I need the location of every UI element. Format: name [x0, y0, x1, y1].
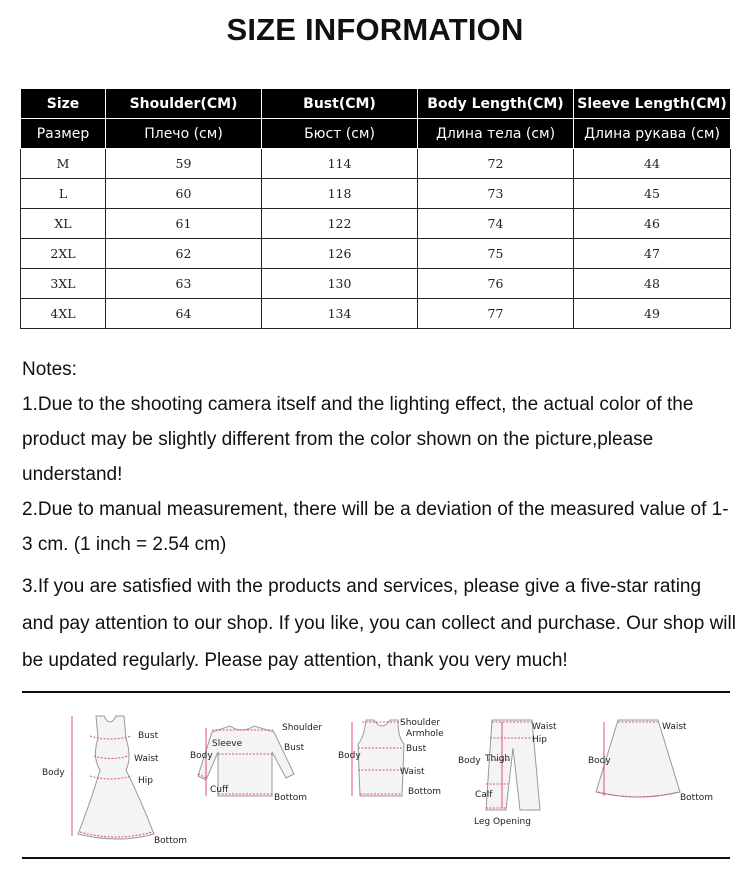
bust-cell: 130 [262, 269, 418, 299]
body-label: Body [458, 756, 481, 766]
column-header: Sleeve Length(CM) [574, 89, 731, 119]
shoulder-cell: 63 [106, 269, 262, 299]
bottom-label: Bottom [680, 793, 714, 803]
size-cell: 2XL [21, 239, 106, 269]
bottom-label: Bottom [408, 787, 442, 797]
shoulder-cell: 59 [106, 149, 262, 179]
body-length-cell: 76 [418, 269, 574, 299]
hip-label: Hip [532, 735, 547, 745]
pants-diagram [458, 708, 578, 848]
thigh-label: Thigh [485, 754, 511, 764]
body-length-cell: 73 [418, 179, 574, 209]
body-length-cell: 74 [418, 209, 574, 239]
shoulder-label: Shoulder [400, 718, 441, 728]
size-cell: M [21, 149, 106, 179]
bust-cell: 126 [262, 239, 418, 269]
shoulder-label: Shoulder [282, 723, 323, 733]
body-length-cell: 72 [418, 149, 574, 179]
page-title: SIZE INFORMATION [226, 12, 524, 47]
bottom-label: Bottom [154, 836, 188, 846]
note-1: 1.Due to the shooting camera itself and the lighting effect, the actual color of the product may be slightly different from the color shown on the picture,please understand! [22, 394, 694, 485]
size-cell: L [21, 179, 106, 209]
waist-label: Waist [400, 767, 425, 777]
shirt-diagram [190, 708, 330, 848]
shoulder-cell: 64 [106, 299, 262, 329]
sleeve-length-cell: 47 [574, 239, 731, 269]
column-header-russian: Размер [21, 119, 106, 149]
sleeve-length-cell: 45 [574, 179, 731, 209]
note-3: 3.If you are satisfied with the products and services, please give a five-star rating and pay attention to our shop. If you like, you can collect and purchase. Our shop will be updated regularly. Please pay attention, thank you very much! [22, 576, 736, 671]
table-row [21, 239, 731, 269]
bottom-label: Bottom [274, 793, 308, 803]
column-header: Bust(CM) [262, 89, 418, 119]
cuff-label: Cuff [210, 785, 229, 795]
hip-label: Hip [138, 776, 153, 786]
body-length-cell: 77 [418, 299, 574, 329]
body-label: Body [338, 751, 361, 761]
skirt-diagram [588, 708, 728, 848]
tank-top-icon [358, 720, 404, 796]
leg-opening-label: Leg Opening [474, 817, 531, 827]
waist-label: Waist [662, 722, 687, 732]
bust-cell: 114 [262, 149, 418, 179]
calf-label: Calf [475, 790, 493, 800]
table-row [21, 179, 731, 209]
size-cell: 4XL [21, 299, 106, 329]
note-2: 2.Due to manual measurement, there will be a deviation of the measured value of 1-3 cm. (1 inch = 2.54 cm) [22, 499, 729, 555]
body-label: Body [42, 768, 65, 778]
body-label: Body [190, 751, 213, 761]
column-header-russian: Длина рукава (см) [574, 119, 731, 149]
sleeve-label: Sleeve [212, 739, 243, 749]
column-header-russian: Плечо (см) [106, 119, 262, 149]
header-row-russian [21, 119, 731, 149]
top-diagram [338, 708, 458, 848]
header-row [21, 89, 731, 119]
bust-label: Bust [138, 731, 159, 741]
column-header-russian: Длина тела (см) [418, 119, 574, 149]
bust-cell: 118 [262, 179, 418, 209]
waist-label: Waist [532, 722, 557, 732]
table-row [21, 149, 731, 179]
column-header: Body Length(CM) [418, 89, 574, 119]
column-header-russian: Бюст (см) [262, 119, 418, 149]
bottom-divider [22, 857, 730, 859]
table-row [21, 209, 731, 239]
size-cell: XL [21, 209, 106, 239]
bust-cell: 122 [262, 209, 418, 239]
waist-label: Waist [134, 754, 159, 764]
table-row [21, 299, 731, 329]
column-header: Shoulder(CM) [106, 89, 262, 119]
size-table [20, 88, 731, 329]
size-cell: 3XL [21, 269, 106, 299]
sleeve-length-cell: 44 [574, 149, 731, 179]
shoulder-cell: 62 [106, 239, 262, 269]
shoulder-cell: 61 [106, 209, 262, 239]
table-row [21, 269, 731, 299]
pants-icon [486, 720, 540, 810]
bust-label: Bust [284, 743, 305, 753]
shoulder-cell: 60 [106, 179, 262, 209]
armhole-label: Armhole [406, 729, 444, 739]
body-length-cell: 75 [418, 239, 574, 269]
sleeve-length-cell: 49 [574, 299, 731, 329]
dress-diagram [42, 708, 198, 848]
bust-cell: 134 [262, 299, 418, 329]
sleeve-length-cell: 46 [574, 209, 731, 239]
column-header: Size [21, 89, 106, 119]
notes-heading: Notes: [22, 359, 77, 380]
notes-section [22, 352, 738, 679]
body-label: Body [588, 756, 611, 766]
top-divider [22, 691, 730, 693]
sleeve-length-cell: 48 [574, 269, 731, 299]
bust-label: Bust [406, 744, 427, 754]
